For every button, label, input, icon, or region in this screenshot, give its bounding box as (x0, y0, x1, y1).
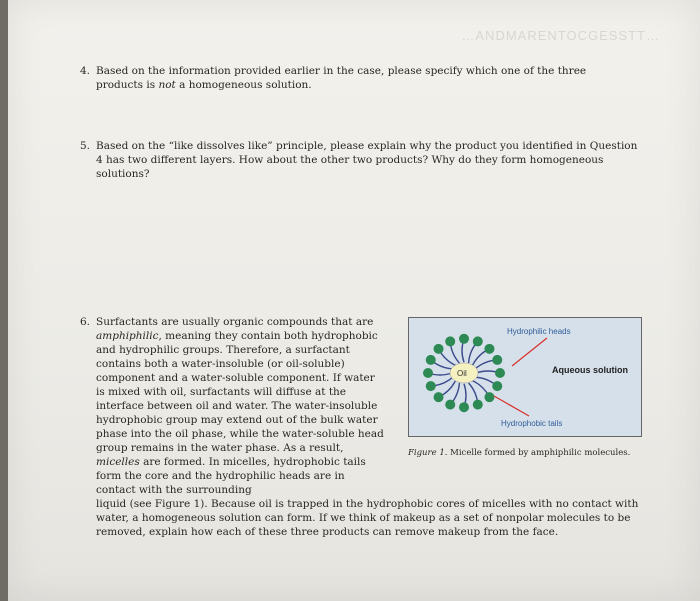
aqueous-solution-label: Aqueous solution (552, 365, 628, 375)
question-6-paragraph-2: liquid (see Figure 1). Because oil is trapped in the hydrophobic cores of micelles with no contact with water, a homogeneous solution can form. If we think of makeup as a set of nonpolar molecules to be removed, explain how each of these three products can remove makeup from the face. (96, 498, 639, 538)
head-group (445, 336, 455, 346)
question-5 (80, 139, 640, 181)
head-group (434, 344, 444, 354)
head-group (495, 368, 505, 378)
question-5-text: Based on the “like dissolves like” principle, please explain why the product you identified in Question 4 has two different layers. How about the other two products? Why do they form homogeneous solutions? (96, 140, 638, 180)
question-4-text: Based on the information provided earlier in the case, please specify which one of the three products is not a homogeneous solution. (96, 65, 587, 91)
head-group (445, 400, 455, 410)
oil-label: Oil (457, 369, 467, 378)
head-group (473, 336, 483, 346)
head-group (473, 400, 483, 410)
tails-arrow (494, 396, 529, 416)
head-group (426, 355, 436, 365)
question-4-number: 4. (80, 65, 91, 77)
hydrophobic-tails-label: Hydrophobic tails (501, 419, 563, 428)
head-group (492, 381, 502, 391)
question-4 (80, 64, 620, 92)
head-group (484, 392, 494, 402)
micelle-figure (408, 317, 642, 437)
head-group (423, 368, 433, 378)
head-group (426, 381, 436, 391)
caption-text: Micelle formed by amphiphilic molecules. (447, 448, 631, 458)
head-group (459, 402, 469, 412)
question-6-paragraph-1: Surfactants are usually organic compounds that are amphiphilic, meaning they contain both hydrophobic and hydrophilic groups. Therefore, a surfactant contains both a water-insoluble (or oil-soluble) component and a water-soluble component. If water is mixed with oil, surfactants will diffuse at the interface between oil and water. The water-insoluble hydrophobic group may extend out of the bulk water phase into the oil phase, while the water-soluble head group remains in the water phase. As a result, micelles are formed. In micelles, hydrophobic tails form the core and the hydrophilic heads are in contact with the surrounding (96, 316, 384, 496)
head-group (492, 355, 502, 365)
hydrophilic-heads-label: Hydrophilic heads (507, 327, 571, 336)
caption-prefix: Figure 1. (408, 448, 448, 458)
question-6-number: 6. (80, 316, 91, 328)
head-group (484, 344, 494, 354)
head-group (459, 334, 469, 344)
head-group (434, 392, 444, 402)
bleed-through-text: …ANDMARENTOCGESSTT… (461, 28, 660, 43)
figure-caption (408, 448, 648, 458)
heads-arrow (512, 338, 547, 366)
question-5-number: 5. (80, 140, 91, 152)
